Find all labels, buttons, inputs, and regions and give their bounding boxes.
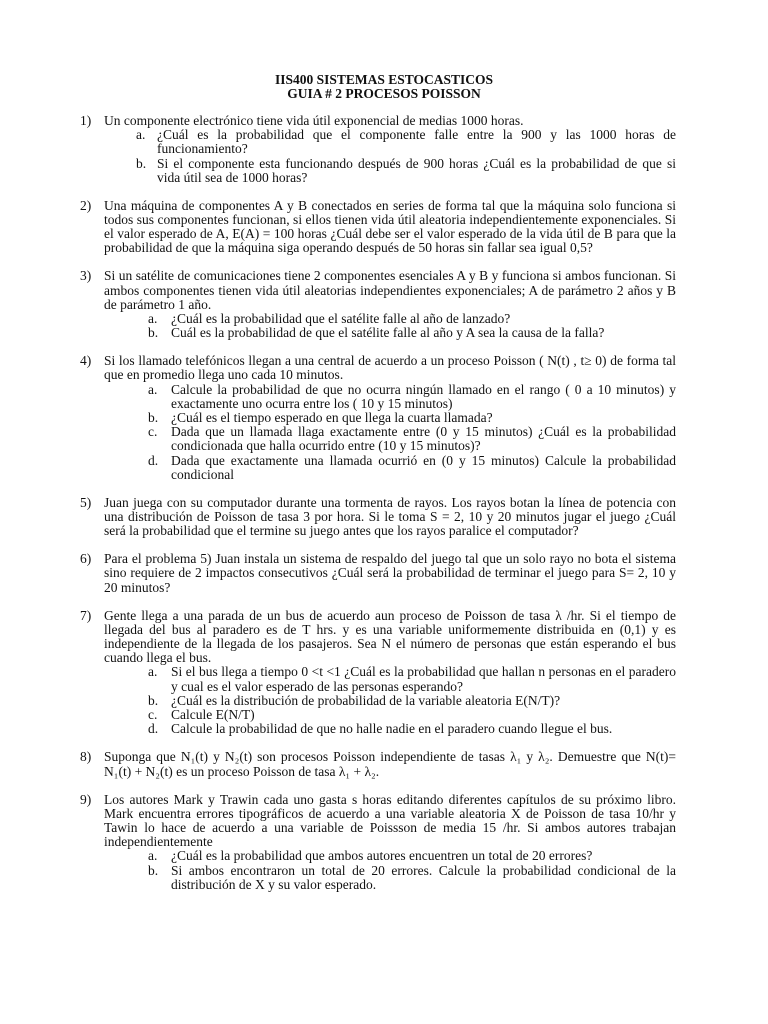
subquestion-item (104, 849, 676, 863)
subquestion-text: ¿Cuál es la probabilidad que el satélite falle al año de lanzado? (171, 311, 511, 327)
subquestion-text: ¿Cuál es la distribución de probabilidad de la variable aleatoria E(N/T)? (171, 692, 561, 708)
subquestion-item (104, 864, 676, 892)
subquestion-text: ¿Cuál es el tiempo esperado en que llega la cuarta llamada? (171, 410, 493, 426)
problem-list (80, 114, 676, 906)
document-title-course: IIS400 SISTEMAS ESTOCASTICOS (274, 72, 494, 87)
subquestion-item (104, 312, 676, 326)
subquestion-item (104, 454, 676, 482)
problem-statement: Gente llega a una parada de un bus de acuerdo aun proceso de Poisson de tasa λ /hr. Si el tiempo de llegada del bus al paradero es de T hrs. y es una variable uniformemente distribuida en (0,1) y es independiente de la llegada de los pasajeros. Sea N el número de personas que están esperando el bus cuando llega el bus. (104, 607, 676, 666)
problem-statement: Los autores Mark y Trawin cada uno gasta s horas editando diferentes capítulos de su próximo libro. Mark encuentra errores tipográficos de acuerdo a una variable aleatoria X de Poisson de tasa 10/hr y Tawin lo hace de acuerdo a una variable de Poissson de media 15 /hr. Si ambos autores trabajan independientemente (104, 791, 676, 850)
subquestion-text: Calcule la probabilidad de que no halle nadie en el paradero cuando llegue el bus. (171, 721, 613, 737)
subquestion-text: Si ambos encontraron un total de 20 errores. Calcule la probabilidad condicional de la distribución de X y su valor esperado. (171, 862, 676, 892)
problem-item (80, 609, 676, 737)
subquestion-label: d. (148, 721, 159, 737)
problem-item (80, 199, 676, 256)
subquestion-label: b. (148, 325, 159, 341)
subquestion-item (104, 411, 676, 425)
subquestion-label: b. (148, 692, 159, 708)
subquestion-list (104, 383, 676, 482)
problem-number: 1) (80, 113, 92, 128)
subquestion-item (104, 425, 676, 453)
subquestion-list (104, 312, 676, 340)
subquestion-text: Cuál es la probabilidad de que el satélite falle al año y A sea la causa de la falla? (171, 325, 605, 341)
problem-statement: Si un satélite de comunicaciones tiene 2 componentes esenciales A y B y funciona si ambos funcionan. Si ambos componentes tienen vida útil aleatorias independientes exponenciales; A de parámetro 2 años y B de parámetro 1 año. (104, 268, 676, 312)
subquestion-text: Dada que un llamada llaga exactamente entre (0 y 15 minutos) ¿Cuál es la probabilidad condicionada que halla ocurrido entre (10 y 15 minutos)? (171, 424, 676, 454)
problem-statement: Un componente electrónico tiene vida útil exponencial de medias 1000 horas. (104, 113, 524, 128)
subquestion-list (104, 128, 676, 185)
subquestion-label: a. (148, 311, 158, 327)
subquestion-item (104, 157, 676, 185)
problem-item (80, 496, 676, 539)
problem-number: 4) (80, 353, 92, 369)
problem-item (80, 793, 676, 892)
subquestion-item (104, 383, 676, 411)
subquestion-text: ¿Cuál es la probabilidad que el componente falle entre la 900 y las 1000 horas de funcionamiento? (157, 127, 676, 157)
subquestion-item (104, 326, 676, 340)
problem-number: 9) (80, 791, 92, 807)
problem-number: 7) (80, 607, 92, 623)
problem-statement: Suponga que N₁(t) y N₂(t) son procesos Poisson independiente de tasas λ₁ y λ₂. Demuestre que N(t)= N₁(t) + N₂(t) es un proceso Poisson de tasa λ₁ + λ₂. (104, 749, 676, 779)
subquestion-label: b. (148, 862, 159, 878)
subquestion-label: c. (148, 707, 158, 723)
problem-statement: Si los llamado telefónicos llegan a una central de acuerdo a un proceso Poisson ( N(t) , t≥ 0) de forma tal que en promedio llega uno cada 10 minutos. (104, 353, 676, 383)
subquestion-text: Calcule la probabilidad de que no ocurra ningún llamado en el rango ( 0 a 10 minutos) y exactamente uno ocurra entre los ( 10 y 15 minutos) (171, 381, 676, 411)
subquestion-text: Si el componente esta funcionando después de 900 horas ¿Cuál es la probabilidad de que si vida útil sea de 1000 horas? (157, 155, 676, 185)
subquestion-text: Dada que exactamente una llamada ocurrió en (0 y 15 minutos) Calcule la probabilidad condicional (171, 452, 676, 482)
subquestion-label: c. (148, 424, 158, 440)
problem-statement: Una máquina de componentes A y B conectados en series de forma tal que la máquina solo funciona si todos sus componentes funcionan, si ellos tienen vida útil aleatoria independientemente exponenciales. Si el valor esperado de A, E(A) = 100 horas ¿Cuál debe ser el valor esperado de la vida útil de B para que la probabilidad de que la máquina siga operando después de 50 horas sin fallar sea igual 0,5? (104, 197, 676, 256)
problem-item (80, 114, 676, 185)
subquestion-text: Si el bus llega a tiempo 0 <t <1 ¿Cuál es la probabilidad que hallan n personas en el paradero y cual es el valor esperado de las personas esperando? (171, 664, 676, 694)
subquestion-text: Calcule E(N/T) (171, 707, 255, 723)
subquestion-item (104, 708, 676, 722)
problem-number: 2) (80, 197, 92, 213)
problem-statement: Para el problema 5) Juan instala un sistema de respaldo del juego tal que un solo rayo no bota el sistema sino requiere de 2 impactos consecutivos ¿Cuál será la probabilidad de terminar el juego para S= 2, 10 y 20 minutos? (104, 551, 676, 595)
subquestion-list (104, 849, 676, 892)
problem-number: 5) (80, 494, 92, 510)
problem-number: 8) (80, 749, 92, 765)
subquestion-label: a. (148, 664, 158, 680)
problem-item (80, 750, 676, 778)
document-title-guide: GUIA # 2 PROCESOS POISSON (287, 86, 481, 101)
problem-item (80, 269, 676, 340)
subquestion-item (104, 128, 676, 156)
subquestion-item (104, 722, 676, 736)
problem-number: 6) (80, 551, 92, 567)
subquestion-label: a. (148, 848, 158, 864)
subquestion-list (104, 665, 676, 736)
subquestion-item (104, 694, 676, 708)
problem-item (80, 354, 676, 482)
subquestion-item (104, 665, 676, 693)
problem-statement: Juan juega con su computador durante una tormenta de rayos. Los rayos botan la línea de potencia con una distribución de Poisson de tasa 3 por hora. Si le toma S = 2, 10 y 20 minutos jugar el juego ¿Cuál será la probabilidad que el termine su juego antes que los rayos paralice el computador? (104, 494, 676, 539)
problem-number: 3) (80, 268, 92, 284)
problem-item (80, 552, 676, 595)
subquestion-label: a. (148, 381, 158, 397)
subquestion-label: b. (148, 410, 159, 426)
subquestion-label: d. (148, 452, 159, 468)
subquestion-label: b. (136, 155, 147, 171)
subquestion-text: ¿Cuál es la probabilidad que ambos autores encuentren un total de 20 errores? (171, 848, 593, 864)
subquestion-label: a. (136, 127, 146, 143)
